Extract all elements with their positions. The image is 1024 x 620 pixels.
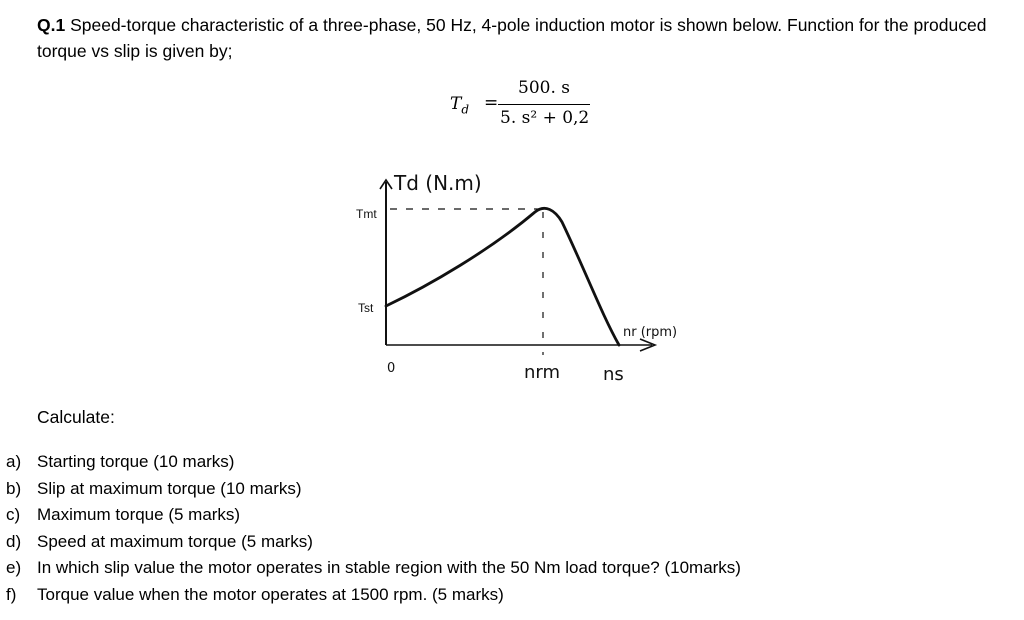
speed-torque-graph [340, 160, 700, 390]
calculate-label: Calculate: [37, 407, 115, 427]
formula-numerator: 500. s [518, 78, 570, 98]
task-list [6, 449, 741, 609]
x-axis-label: nr (rpm) [623, 325, 678, 340]
ns-label: ns [603, 364, 624, 385]
task-label: f) [6, 584, 17, 604]
torque-curve [386, 208, 619, 345]
task-f [6, 582, 741, 609]
task-b [6, 476, 741, 503]
task-text: Maximum torque (5 marks) [37, 505, 241, 525]
task-e [6, 555, 741, 582]
formula-denominator: 5. s² + 0,2 [500, 108, 590, 128]
formula-lhs-symbol: T [450, 94, 462, 114]
task-text: Slip at maximum torque (10 marks) [37, 478, 302, 498]
question-text [37, 12, 1007, 64]
task-label: a) [6, 452, 22, 471]
nrm-label: nrm [524, 362, 561, 383]
task-text: Speed at maximum torque (5 marks) [37, 531, 313, 551]
fraction-bar [498, 104, 590, 105]
task-label: d) [6, 531, 22, 551]
formula-equals: = [484, 93, 499, 113]
origin-label: 0 [387, 361, 396, 376]
formula-lhs-subscript: d [461, 102, 470, 117]
tmt-label: Tmt [356, 207, 377, 221]
task-label: b) [6, 478, 22, 498]
task-text: Torque value when the motor operates at 1500 rpm. (5 marks) [37, 584, 504, 604]
task-a [6, 449, 741, 476]
question-number: Q.1 [37, 15, 66, 35]
y-axis-label: Td (N.m) [394, 171, 482, 195]
task-c [6, 502, 741, 529]
task-text: In which slip value the motor operates in stable region with the 50 Nm load torque? (10marks) [37, 558, 741, 578]
task-label: e) [6, 558, 22, 578]
task-text: Starting torque (10 marks) [37, 452, 235, 471]
task-d [6, 529, 741, 556]
question-intro: Speed-torque characteristic of a three-phase, 50 Hz, 4-pole induction motor is shown below. Function for the produced torque vs slip is given by; [37, 15, 987, 61]
formula-lhs [450, 94, 469, 116]
tst-label: Tst [358, 301, 374, 315]
task-label: c) [6, 505, 21, 525]
